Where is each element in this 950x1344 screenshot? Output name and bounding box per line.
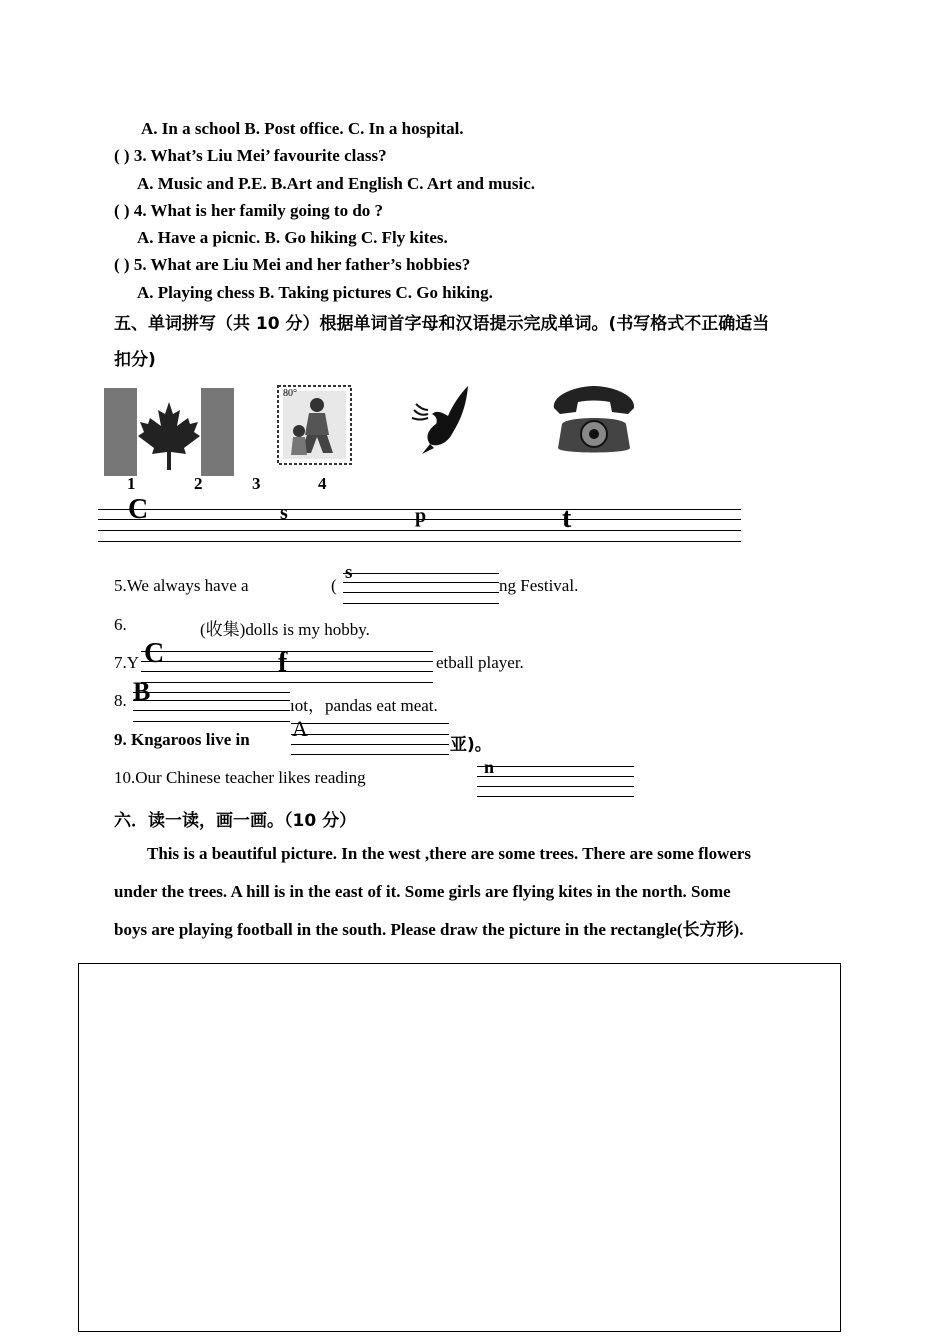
sentence-5-end: ng Festival.: [499, 576, 579, 595]
drawing-rectangle[interactable]: [78, 963, 841, 1332]
answer-letter-3[interactable]: p: [415, 505, 427, 527]
section5-title-cont: 扣分): [114, 350, 156, 370]
writing-line: [291, 723, 449, 724]
pic-number-3: 3: [252, 474, 261, 493]
writing-line: [291, 744, 449, 745]
writing-line: [291, 754, 449, 755]
canada-flag-icon: [104, 388, 234, 476]
q3-question: ( ) 3. What’s Liu Mei’ favourite class?: [114, 146, 387, 165]
writing-line: [477, 776, 634, 777]
section5-title: 五、单词拼写（共 10 分）根据单词首字母和汉语提示完成单词。(书写格式不正确适当: [114, 314, 770, 334]
sentence-5-start: 5.We always have a: [114, 576, 249, 595]
stamp-value: 80°: [283, 388, 297, 399]
writing-line: [477, 796, 634, 797]
q5-question: ( ) 5. What are Liu Mei and her father’s hobbies?: [114, 255, 471, 274]
pic-number-4: 4: [318, 474, 327, 493]
writing-line: [477, 766, 634, 767]
answer-letter-4[interactable]: t: [562, 503, 572, 534]
sentence-9-letter[interactable]: A: [292, 716, 308, 741]
writing-line: [133, 721, 290, 722]
dove-icon: [408, 384, 474, 456]
stamp-icon: [277, 385, 352, 465]
section6-paragraph-line3: boys are playing football in the south. Please draw the picture in the rectangle(长方形).: [114, 920, 744, 939]
sentence-9-end: 亚)。: [450, 735, 492, 755]
writing-line: [98, 530, 741, 531]
writing-line: [133, 700, 290, 701]
sentence-9-start: 9. Kngaroos live in: [114, 730, 250, 749]
sentence-5-letter[interactable]: s: [345, 562, 353, 583]
q3-options: A. Music and P.E. B.Art and English C. Art and music.: [137, 174, 536, 193]
writing-line: [141, 682, 433, 683]
writing-line: [343, 603, 499, 604]
writing-line: [343, 592, 499, 593]
writing-line: [291, 734, 449, 735]
section6-paragraph-line2: under the trees. A hill is in the east of it. Some girls are flying kites in the north. Some: [114, 882, 731, 901]
sentence-7-start: 7.Y: [114, 653, 140, 672]
writing-line: [133, 710, 290, 711]
writing-line: [98, 541, 741, 542]
sentence-7-letter-f[interactable]: f: [278, 647, 288, 678]
writing-line: [477, 786, 634, 787]
writing-line: [343, 582, 499, 583]
sentence-8-end: ıot，pandas eat meat.: [290, 696, 438, 715]
sentence-10-letter[interactable]: n: [484, 757, 495, 777]
q5-options: A. Playing chess B. Taking pictures C. Go hiking.: [137, 283, 493, 302]
sentence-6-end: (收集)dolls is my hobby.: [200, 620, 370, 639]
pic-number-1: 1: [127, 474, 136, 493]
q4-options: A. Have a picnic. B. Go hiking C. Fly kites.: [137, 228, 448, 247]
section6-title: 六．读一读，画一画。（10 分）: [114, 811, 357, 831]
sentence-8-letter[interactable]: B: [133, 677, 151, 706]
q2-options: A. In a school B. Post office. C. In a hospital.: [141, 119, 464, 138]
sentence-5-paren: (: [331, 576, 337, 595]
sentence-10-text: 10.Our Chinese teacher likes reading: [114, 768, 366, 787]
pic-number-2: 2: [194, 474, 203, 493]
sentence-8-start: 8.: [114, 691, 127, 710]
sentence-7-end: etball player.: [436, 653, 524, 672]
sentence-7-letter-c[interactable]: C: [144, 638, 165, 669]
q4-question: ( ) 4. What is her family going to do ?: [114, 201, 384, 220]
telephone-icon: [548, 384, 638, 456]
answer-letter-2[interactable]: s: [280, 502, 288, 524]
answer-letter-1[interactable]: C: [128, 494, 149, 525]
section6-paragraph-line1: This is a beautiful picture. In the west ,there are some trees. There are some flowers: [147, 844, 752, 863]
writing-line: [343, 573, 499, 574]
sentence-6-start: 6.: [114, 615, 127, 634]
writing-line: [133, 692, 290, 693]
